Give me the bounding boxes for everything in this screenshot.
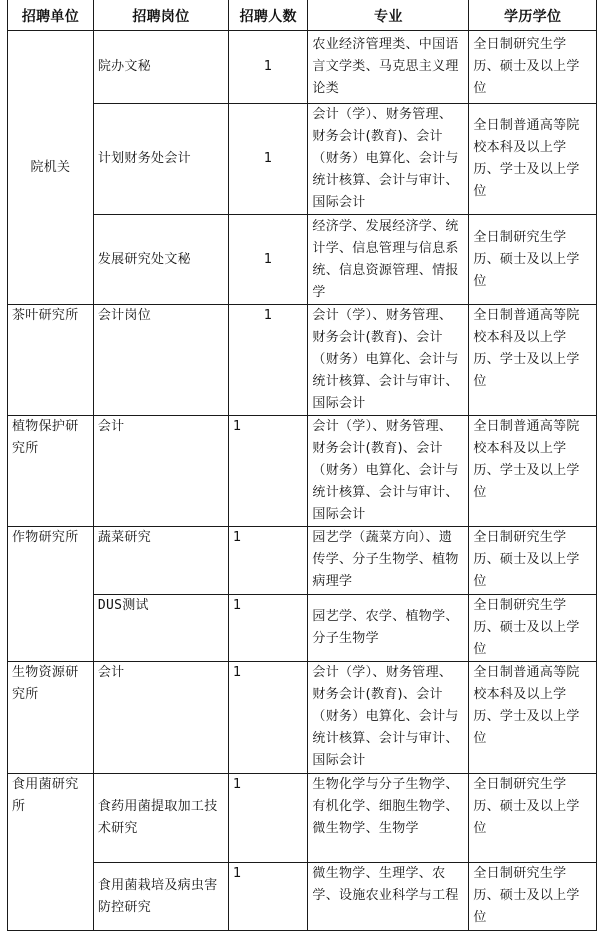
unit-cell: 作物研究所 [8, 527, 94, 662]
education-cell: 全日制普通高等院校本科及以上学历、学士及以上学位 [469, 662, 597, 774]
count-cell: 1 [229, 104, 308, 215]
education-cell: 全日制普通高等院校本科及以上学历、学士及以上学位 [469, 305, 597, 416]
table-row [8, 305, 597, 416]
major-cell: 生物化学与分子生物学、有机化学、细胞生物学、微生物学、生物学 [308, 774, 469, 863]
count-cell: 1 [229, 595, 308, 662]
header-education: 学历学位 [469, 0, 597, 31]
post-cell: 食用菌栽培及病虫害防控研究 [93, 863, 228, 931]
header-post: 招聘岗位 [93, 0, 228, 31]
education-cell: 全日制研究生学历、硕士及以上学位 [469, 31, 597, 104]
major-cell: 园艺学、农学、植物学、分子生物学 [308, 595, 469, 662]
post-cell: 计划财务处会计 [93, 104, 228, 215]
table-row [8, 863, 597, 931]
table-row [8, 31, 597, 104]
header-count: 招聘人数 [229, 0, 308, 31]
major-cell: 园艺学（蔬菜方向）、遗传学、分子生物学、植物病理学 [308, 527, 469, 595]
major-cell: 会计（学）、财务管理、财务会计(教育)、会计（财务）电算化、会计与统计核算、会计与审计、国际会计 [308, 416, 469, 527]
post-cell: 蔬菜研究 [93, 527, 228, 595]
major-cell: 农业经济管理类、中国语言文学类、马克思主义理论类 [308, 31, 469, 104]
education-cell: 全日制普通高等院校本科及以上学历、学士及以上学位 [469, 104, 597, 215]
table-row [8, 595, 597, 662]
major-cell: 会计（学）、财务管理、财务会计(教育)、会计（财务）电算化、会计与统计核算、会计与审计、国际会计 [308, 305, 469, 416]
education-cell: 全日制研究生学历、硕士及以上学位 [469, 527, 597, 595]
major-cell: 会计（学）、财务管理、财务会计(教育)、会计（财务）电算化、会计与统计核算、会计与审计、国际会计 [308, 104, 469, 215]
table-row [8, 416, 597, 527]
count-cell: 1 [229, 527, 308, 595]
table-row [8, 215, 597, 305]
education-cell: 全日制研究生学历、硕士及以上学位 [469, 215, 597, 305]
post-cell: 食药用菌提取加工技术研究 [93, 774, 228, 863]
count-cell: 1 [229, 215, 308, 305]
education-cell: 全日制研究生学历、硕士及以上学位 [469, 863, 597, 931]
post-cell: DUS测试 [93, 595, 228, 662]
count-cell: 1 [229, 774, 308, 863]
unit-cell: 院机关 [8, 31, 94, 305]
education-cell: 全日制研究生学历、硕士及以上学位 [469, 595, 597, 662]
unit-cell: 植物保护研究所 [8, 416, 94, 527]
header-unit: 招聘单位 [8, 0, 94, 31]
unit-cell: 茶叶研究所 [8, 305, 94, 416]
table-row [8, 662, 597, 774]
major-cell: 经济学、发展经济学、统计学、信息管理与信息系统、信息资源管理、情报学 [308, 215, 469, 305]
count-cell: 1 [229, 31, 308, 104]
unit-cell: 食用菌研究所 [8, 774, 94, 931]
major-cell: 微生物学、生理学、农学、设施农业科学与工程 [308, 863, 469, 931]
unit-cell: 生物资源研究所 [8, 662, 94, 774]
table-row [8, 774, 597, 863]
major-cell: 会计（学）、财务管理、财务会计(教育)、会计（财务）电算化、会计与统计核算、会计与审计、国际会计 [308, 662, 469, 774]
recruitment-table [7, 0, 597, 931]
education-cell: 全日制普通高等院校本科及以上学历、学士及以上学位 [469, 416, 597, 527]
post-cell: 发展研究处文秘 [93, 215, 228, 305]
post-cell: 会计岗位 [93, 305, 228, 416]
table-header-row [8, 0, 597, 31]
header-major: 专业 [308, 0, 469, 31]
post-cell: 会计 [93, 416, 228, 527]
count-cell: 1 [229, 305, 308, 416]
post-cell: 会计 [93, 662, 228, 774]
count-cell: 1 [229, 863, 308, 931]
count-cell: 1 [229, 662, 308, 774]
table-row [8, 104, 597, 215]
count-cell: 1 [229, 416, 308, 527]
post-cell: 院办文秘 [93, 31, 228, 104]
education-cell: 全日制研究生学历、硕士及以上学位 [469, 774, 597, 863]
table-row [8, 527, 597, 595]
